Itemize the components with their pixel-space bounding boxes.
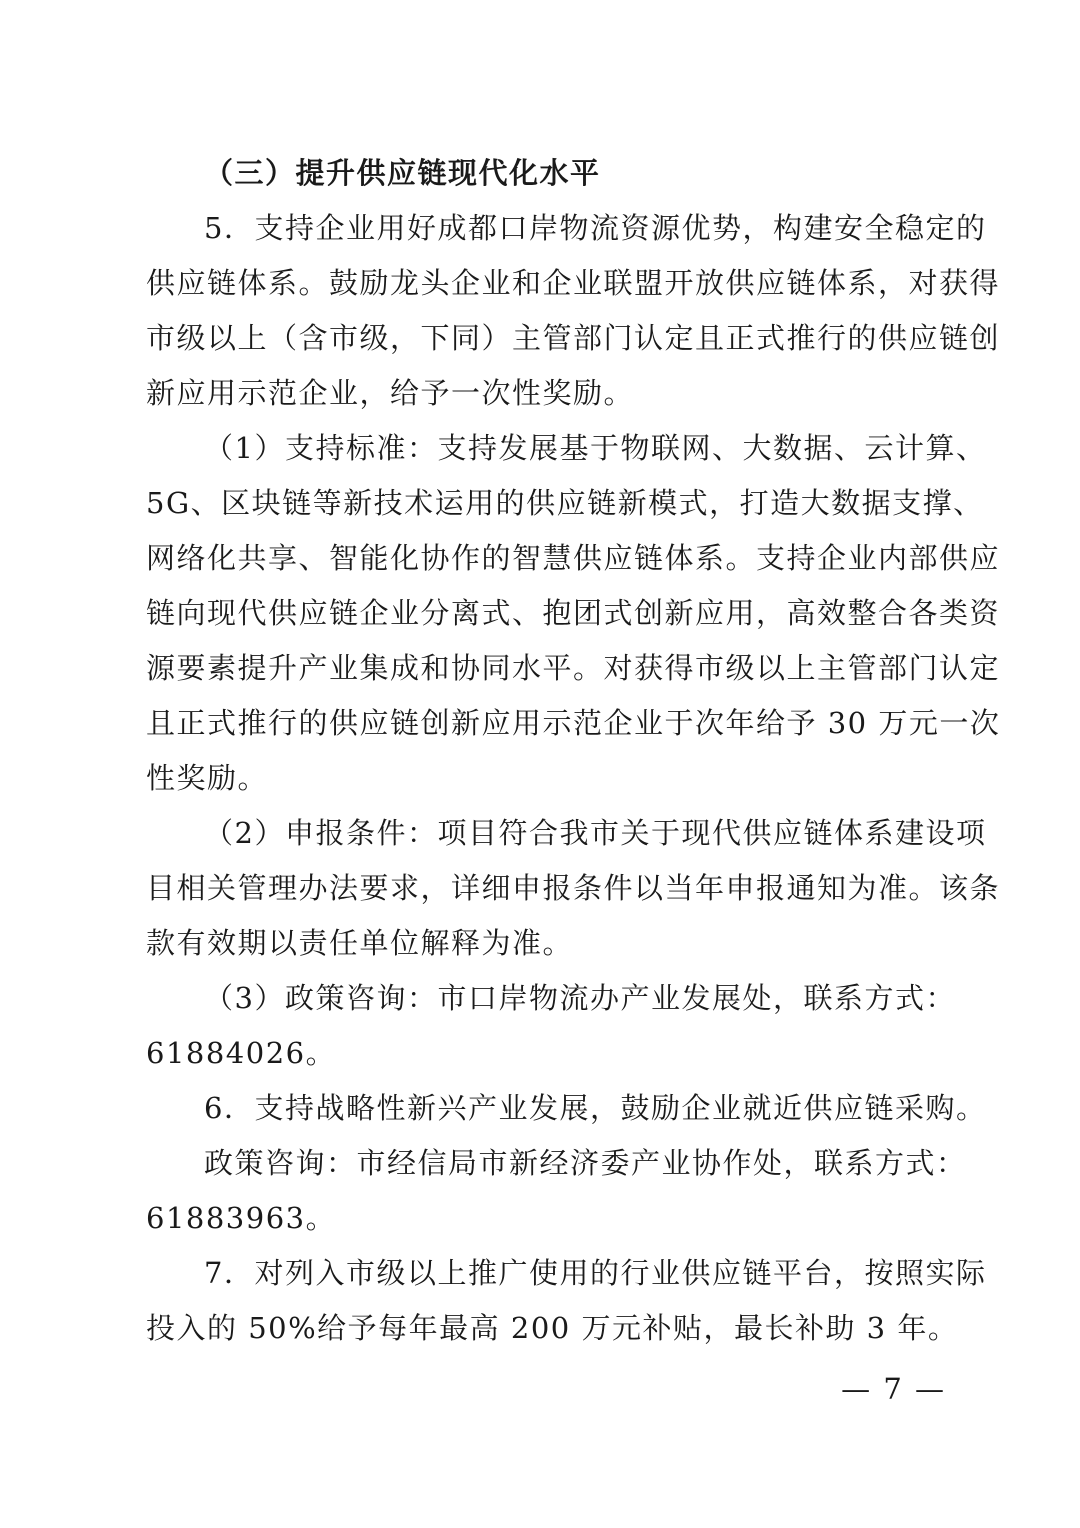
text-line: 供应链体系。鼓励龙头企业和企业联盟开放供应链体系，对获得 [146,266,1001,300]
text-line: 7．对列入市级以上推广使用的行业供应链平台，按照实际 [204,1256,987,1290]
text-line: （3）政策咨询：市口岸物流办产业发展处，联系方式： [204,981,956,1015]
text-line: 61884026。 [146,1036,337,1070]
text-line: 61883963。 [146,1201,337,1235]
text-line: （1）支持标准：支持发展基于物联网、大数据、云计算、 [204,431,987,465]
text-line: 链向现代供应链企业分离式、抱团式创新应用，高效整合各类资 [146,596,1001,630]
page-number: — 7 — [841,1372,946,1406]
document-page [146,146,1001,1356]
text-line: 5G、区块链等新技术运用的供应链新模式，打造大数据支撑、 [146,486,984,520]
text-line: 目相关管理办法要求，详细申报条件以当年申报通知为准。该条 [146,871,1001,905]
text-line: 6．支持战略性新兴产业发展，鼓励企业就近供应链采购。 [204,1091,987,1125]
text-line: 投入的 50%给予每年最高 200 万元补贴，最长补助 3 年。 [146,1311,959,1345]
text-line: 网络化共享、智能化协作的智慧供应链体系。支持企业内部供应 [146,541,1001,575]
section-heading: （三）提升供应链现代化水平 [204,156,601,190]
text-line: 市级以上（含市级，下同）主管部门认定且正式推行的供应链创 [146,321,1001,355]
text-line: 且正式推行的供应链创新应用示范企业于次年给予 30 万元一次 [146,706,1001,740]
text-line: （2）申报条件：项目符合我市关于现代供应链体系建设项 [204,816,987,850]
text-line: 新应用示范企业，给予一次性奖励。 [146,376,635,410]
text-line: 政策咨询：市经信局市新经济委产业协作处，联系方式： [204,1146,967,1180]
text-line: 源要素提升产业集成和协同水平。对获得市级以上主管部门认定 [146,651,1001,685]
text-line: 性奖励。 [146,761,269,795]
text-line: 款有效期以责任单位解释为准。 [146,926,574,960]
text-line: 5．支持企业用好成都口岸物流资源优势，构建安全稳定的 [204,211,987,245]
